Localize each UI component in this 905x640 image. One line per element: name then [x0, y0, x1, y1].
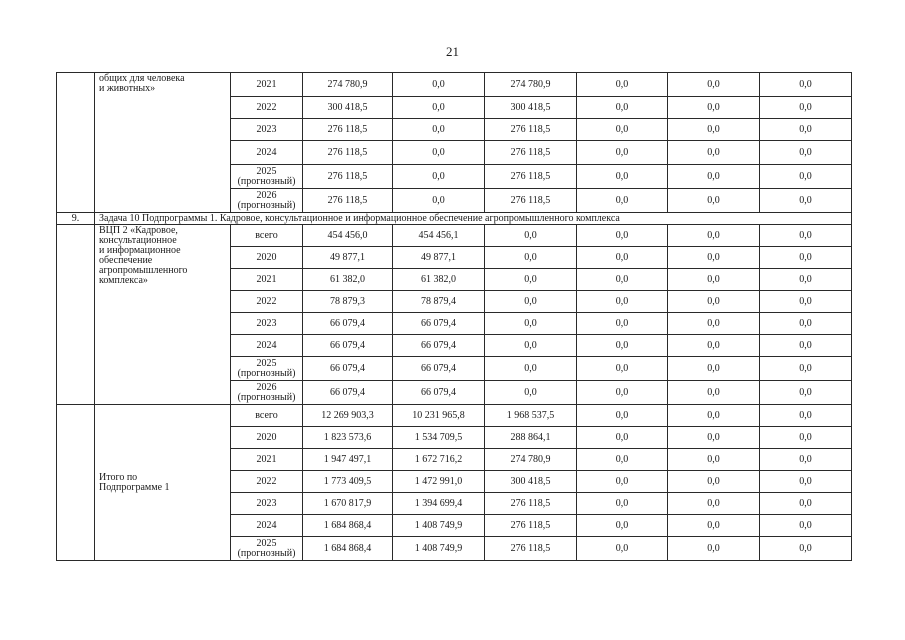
value-cell: 0,0 [577, 313, 668, 335]
value-cell: 274 780,9 [485, 73, 577, 97]
value-cell: 0,0 [577, 537, 668, 561]
value-cell: 0,0 [760, 471, 852, 493]
value-cell: 0,0 [577, 493, 668, 515]
value-cell: 0,0 [393, 141, 485, 165]
value-cell: 0,0 [668, 449, 760, 471]
value-cell: 0,0 [668, 357, 760, 381]
year-cell: 2021 [231, 73, 303, 97]
value-cell: 1 684 868,4 [303, 537, 393, 561]
year-cell: 2022 [231, 97, 303, 119]
value-cell: 0,0 [668, 165, 760, 189]
value-cell: 1 947 497,1 [303, 449, 393, 471]
value-cell: 0,0 [668, 537, 760, 561]
year-cell: 2025 (прогнозный) [231, 537, 303, 561]
value-cell: 0,0 [577, 449, 668, 471]
value-cell: 0,0 [577, 247, 668, 269]
value-cell: 1 823 573,6 [303, 427, 393, 449]
value-cell: 0,0 [668, 405, 760, 427]
value-cell: 0,0 [668, 97, 760, 119]
row-name-cell: ВЦП 2 «Кадровое, консультационное и информационное обеспечение агропромышленного комплекса» [95, 225, 231, 405]
year-cell: 2026 (прогнозный) [231, 381, 303, 405]
value-cell: 288 864,1 [485, 427, 577, 449]
value-cell: 0,0 [760, 405, 852, 427]
value-cell: 0,0 [577, 357, 668, 381]
page-number: 21 [446, 44, 459, 59]
value-cell: 274 780,9 [485, 449, 577, 471]
year-cell: 2022 [231, 291, 303, 313]
value-cell: 0,0 [760, 449, 852, 471]
value-cell: 0,0 [760, 269, 852, 291]
value-cell: 276 118,5 [303, 189, 393, 213]
value-cell: 66 079,4 [303, 335, 393, 357]
value-cell: 1 408 749,9 [393, 515, 485, 537]
value-cell: 1 670 817,9 [303, 493, 393, 515]
value-cell: 78 879,4 [393, 291, 485, 313]
value-cell: 0,0 [577, 335, 668, 357]
year-cell: 2020 [231, 427, 303, 449]
year-cell: всего [231, 405, 303, 427]
value-cell: 454 456,0 [303, 225, 393, 247]
value-cell: 0,0 [760, 515, 852, 537]
row-number-cell [57, 405, 95, 561]
year-cell: 2020 [231, 247, 303, 269]
value-cell: 0,0 [760, 313, 852, 335]
value-cell: 0,0 [760, 247, 852, 269]
value-cell: 0,0 [393, 189, 485, 213]
value-cell: 66 079,4 [393, 381, 485, 405]
value-cell: 0,0 [577, 427, 668, 449]
value-cell: 0,0 [485, 335, 577, 357]
year-cell: 2023 [231, 119, 303, 141]
value-cell: 1 684 868,4 [303, 515, 393, 537]
year-cell: 2021 [231, 269, 303, 291]
value-cell: 0,0 [577, 405, 668, 427]
value-cell: 0,0 [668, 269, 760, 291]
value-cell: 0,0 [577, 165, 668, 189]
value-cell: 0,0 [577, 471, 668, 493]
value-cell: 0,0 [760, 73, 852, 97]
value-cell: 276 118,5 [485, 189, 577, 213]
year-cell: 2023 [231, 313, 303, 335]
value-cell: 0,0 [760, 189, 852, 213]
value-cell: 0,0 [760, 335, 852, 357]
value-cell: 1 408 749,9 [393, 537, 485, 561]
value-cell: 276 118,5 [303, 165, 393, 189]
value-cell: 0,0 [668, 381, 760, 405]
value-cell: 276 118,5 [485, 537, 577, 561]
row-number-cell [57, 225, 95, 405]
value-cell: 1 968 537,5 [485, 405, 577, 427]
value-cell: 66 079,4 [303, 357, 393, 381]
value-cell: 66 079,4 [393, 357, 485, 381]
row-number-cell [57, 73, 95, 213]
task-number: 9. [57, 213, 95, 225]
value-cell: 276 118,5 [485, 165, 577, 189]
value-cell: 0,0 [668, 247, 760, 269]
value-cell: 0,0 [577, 73, 668, 97]
value-cell: 0,0 [393, 73, 485, 97]
row-name-cell: общих для человека и животных» [95, 73, 231, 213]
value-cell: 0,0 [577, 119, 668, 141]
value-cell: 61 382,0 [303, 269, 393, 291]
value-cell: 0,0 [668, 427, 760, 449]
value-cell: 300 418,5 [303, 97, 393, 119]
value-cell: 78 879,3 [303, 291, 393, 313]
year-cell: 2022 [231, 471, 303, 493]
value-cell: 0,0 [668, 119, 760, 141]
value-cell: 1 672 716,2 [393, 449, 485, 471]
year-cell: всего [231, 225, 303, 247]
value-cell: 0,0 [393, 165, 485, 189]
value-cell: 0,0 [393, 119, 485, 141]
value-cell: 0,0 [577, 269, 668, 291]
value-cell: 0,0 [668, 225, 760, 247]
value-cell: 276 118,5 [485, 493, 577, 515]
value-cell: 0,0 [760, 291, 852, 313]
task-row [57, 213, 852, 225]
value-cell: 0,0 [577, 381, 668, 405]
value-cell: 274 780,9 [303, 73, 393, 97]
value-cell: 0,0 [668, 313, 760, 335]
value-cell: 0,0 [485, 313, 577, 335]
value-cell: 0,0 [760, 493, 852, 515]
table-row [57, 225, 852, 247]
value-cell: 0,0 [760, 357, 852, 381]
year-cell: 2023 [231, 493, 303, 515]
value-cell: 0,0 [485, 247, 577, 269]
value-cell: 0,0 [668, 73, 760, 97]
year-cell: 2024 [231, 141, 303, 165]
value-cell: 0,0 [485, 269, 577, 291]
value-cell: 0,0 [760, 427, 852, 449]
value-cell: 0,0 [485, 357, 577, 381]
value-cell: 300 418,5 [485, 97, 577, 119]
value-cell: 0,0 [760, 225, 852, 247]
value-cell: 0,0 [668, 291, 760, 313]
value-cell: 0,0 [485, 291, 577, 313]
value-cell: 66 079,4 [303, 381, 393, 405]
value-cell: 0,0 [577, 291, 668, 313]
value-cell: 0,0 [760, 165, 852, 189]
value-cell: 276 118,5 [485, 515, 577, 537]
value-cell: 0,0 [760, 119, 852, 141]
value-cell: 10 231 965,8 [393, 405, 485, 427]
value-cell: 0,0 [668, 189, 760, 213]
value-cell: 0,0 [668, 471, 760, 493]
budget-table [56, 72, 852, 561]
value-cell: 276 118,5 [303, 141, 393, 165]
value-cell: 0,0 [577, 189, 668, 213]
value-cell: 0,0 [577, 141, 668, 165]
table-row [57, 73, 852, 97]
value-cell: 0,0 [760, 141, 852, 165]
year-cell: 2026 (прогнозный) [231, 189, 303, 213]
year-cell: 2025 (прогнозный) [231, 165, 303, 189]
value-cell: 66 079,4 [393, 335, 485, 357]
value-cell: 0,0 [485, 381, 577, 405]
year-cell: 2024 [231, 335, 303, 357]
value-cell: 0,0 [577, 97, 668, 119]
value-cell: 61 382,0 [393, 269, 485, 291]
value-cell: 0,0 [668, 141, 760, 165]
value-cell: 0,0 [577, 515, 668, 537]
value-cell: 49 877,1 [303, 247, 393, 269]
value-cell: 276 118,5 [303, 119, 393, 141]
task-title: Задача 10 Подпрограммы 1. Кадровое, консультационное и информационное обеспечение агропромышленного комплекса [95, 213, 852, 225]
value-cell: 0,0 [577, 225, 668, 247]
value-cell: 49 877,1 [393, 247, 485, 269]
value-cell: 1 534 709,5 [393, 427, 485, 449]
value-cell: 300 418,5 [485, 471, 577, 493]
value-cell: 66 079,4 [393, 313, 485, 335]
value-cell: 276 118,5 [485, 141, 577, 165]
value-cell: 0,0 [760, 97, 852, 119]
value-cell: 0,0 [668, 515, 760, 537]
value-cell: 66 079,4 [303, 313, 393, 335]
year-cell: 2024 [231, 515, 303, 537]
year-cell: 2021 [231, 449, 303, 471]
value-cell: 0,0 [485, 225, 577, 247]
value-cell: 0,0 [393, 97, 485, 119]
year-cell: 2025 (прогнозный) [231, 357, 303, 381]
value-cell: 1 472 991,0 [393, 471, 485, 493]
value-cell: 1 394 699,4 [393, 493, 485, 515]
table-row [57, 405, 852, 427]
value-cell: 276 118,5 [485, 119, 577, 141]
row-name-cell: Итого по Подпрограмме 1 [95, 405, 231, 561]
value-cell: 1 773 409,5 [303, 471, 393, 493]
value-cell: 0,0 [668, 335, 760, 357]
value-cell: 12 269 903,3 [303, 405, 393, 427]
value-cell: 454 456,1 [393, 225, 485, 247]
value-cell: 0,0 [668, 493, 760, 515]
value-cell: 0,0 [760, 381, 852, 405]
value-cell: 0,0 [760, 537, 852, 561]
